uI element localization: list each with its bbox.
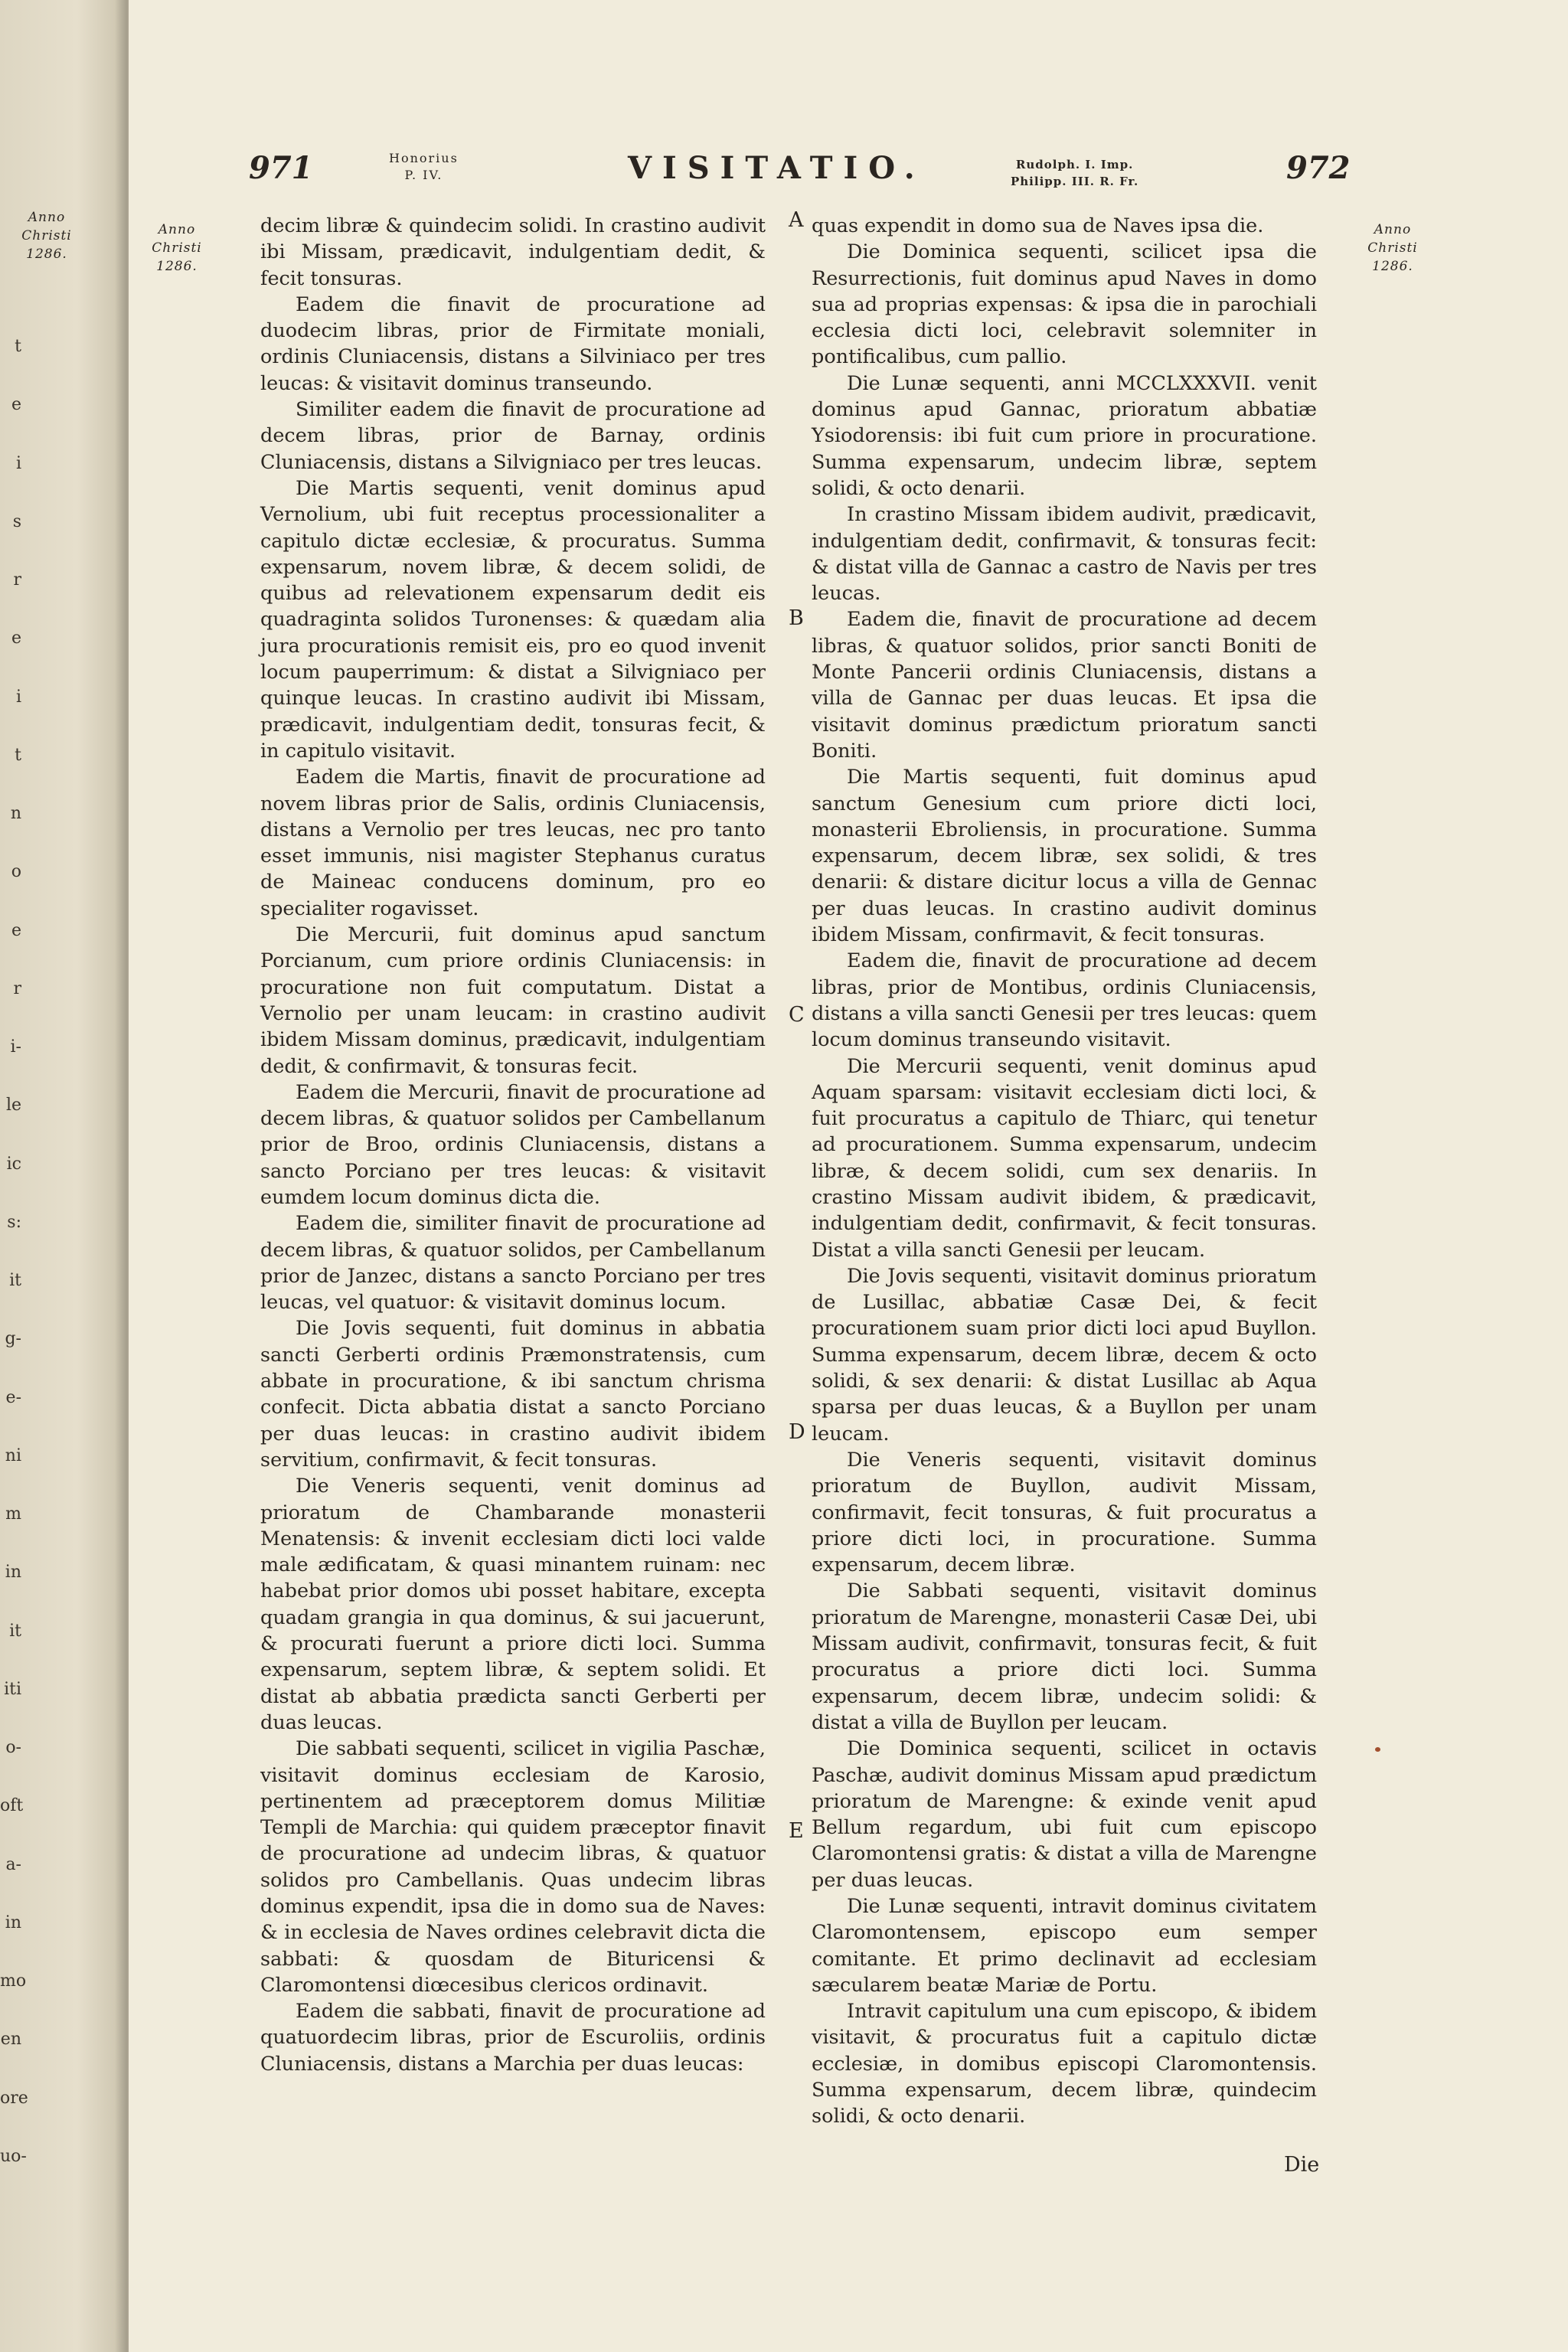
paragraph: Die Lunæ sequenti, anni MCCLXXXVII. venit dominus apud Gannac, prioratum abbatiæ Ysiodorensis: ibi fuit cum priore in procuratione. Summa expensarum, undecim libræ, septem solidi, & octo denarii. — [812, 371, 1317, 500]
catchword: Die — [1284, 2153, 1320, 2177]
paragraph: decim libræ & quindecim solidi. In crastino audivit ibi Missam, prædicavit, indulgentiam dedit, & fecit tonsuras. — [260, 214, 766, 290]
margin-note-line: Christi — [21, 228, 72, 243]
edge-fragment: mo — [0, 1971, 27, 1991]
edge-fragment: le — [5, 1096, 21, 1116]
paragraph: Die Dominica sequenti, scilicet ipsa die Resurrectionis, fuit dominus apud Naves in domo sua ad proprias expensas: & ipsa die in parochiali ecclesia dicti loci, celebravit solemniter in pontificalibus, cum pallio. — [812, 240, 1317, 369]
margin-note-line: Christi — [1367, 240, 1418, 256]
margin-note-line: 1286. — [156, 259, 198, 274]
paragraph: Die Sabbati sequenti, visitavit dominus prioratum de Marengne, monasterii Casæ Dei, ubi Missam audivit, confirmavit, tonsuras fecit, & fuit procuratus a priore dicti loci. Summa expensarum, decem libræ, undecim solidi: & distat a villa de Buyllon per leucam. — [812, 1579, 1317, 1734]
edge-fragment: en — [0, 2030, 21, 2050]
edge-fragment: in — [5, 1913, 21, 1932]
paragraph: Eadem die, similiter finavit de procuratione ad decem libras, & quatuor solidos, per Cambellanum prior de Janzec, distans a sancto Porciano per tres leucas, vel quatuor: & visitavit dominus locum. — [260, 1212, 766, 1315]
edge-fragment: t — [15, 337, 21, 356]
edge-fragment: i — [15, 453, 21, 473]
edge-fragment: r — [13, 978, 21, 998]
edge-fragment: s: — [7, 1212, 21, 1232]
edge-fragment: a- — [5, 1854, 21, 1874]
margin-note-line: 1286. — [1372, 259, 1413, 274]
text-column-left — [260, 213, 766, 2077]
margin-note-line: 1286. — [26, 247, 67, 262]
paragraph: Eadem die sabbati, finavit de procuratione ad quatuordecim libras, prior de Escuroliis, ordinis Cluniacensis, distans a Marchia per duas leucas: — [260, 2000, 766, 2076]
paragraph: Die Veneris sequenti, visitavit dominus prioratum de Buyllon, audivit Missam, confirmavit, fecit tonsuras, & fuit procuratus a priore dicti loci, in procuratione. Summa expensarum, decem libræ. — [812, 1448, 1317, 1577]
edge-fragment: i — [15, 687, 21, 707]
edge-fragment: r — [13, 570, 21, 590]
page-number-right: 972 — [1286, 150, 1351, 186]
edge-fragment: ore — [0, 2088, 28, 2108]
section-letter-a: A — [789, 208, 804, 232]
edge-fragment: m — [5, 1504, 21, 1524]
margin-note-left — [135, 220, 219, 276]
section-letter-d: D — [789, 1420, 805, 1444]
edge-fragment: e — [11, 395, 21, 415]
edge-fragment: oft — [0, 1796, 24, 1816]
paragraph: Die Martis sequenti, venit dominus apud Vernolium, ubi fuit receptus processionaliter a capitulo dictæ ecclesiæ, & procuratus. Summa expensarum, novem libræ, & decem solidi, de quibus ad relevationem expensarum dedit eis quadraginta solidos Turonenses: & quædam alia jura procurationis remisit eis, pro eo quod invenit locum pauperrimum: & distat a Silvigniaco per quinque leucas. In crastino audivit ibi Missam, prædicavit, indulgentiam dedit, tonsuras fecit, & in capitulo visitavit. — [260, 476, 766, 763]
paragraph: Die Mercurii, fuit dominus apud sanctum Porcianum, cum priore ordinis Cluniacensis: in procuratione non fuit computatum. Distat a Vernolio per unam leucam: in crastino audivit ibidem Missam dominus, prædicavit, indulgentiam dedit, & confirmavit, & tonsuras fecit. — [260, 923, 766, 1078]
edge-fragment: in — [5, 1563, 21, 1583]
paragraph: Eadem die finavit de procuratione ad duodecim libras, prior de Firmitate moniali, ordinis Cluniacensis, distans a Silviniaco per tres leucas: & visitavit dominus transeundo. — [260, 292, 766, 395]
edge-fragment: ni — [5, 1446, 21, 1465]
edge-fragment: e — [11, 629, 21, 648]
page-number-left: 971 — [249, 150, 313, 186]
paragraph: Eadem die Martis, finavit de procuratione ad novem libras prior de Salis, ordinis Cluniacensis, distans a Vernolio per tres leucas, nec pro tanto esset immunis, nisi magister Stephanus curatus de Maineac conducens dominum, pro eo specialiter rogavisset. — [260, 766, 766, 920]
margin-note-right — [1351, 220, 1435, 276]
paragraph: Intravit capitulum una cum episcopo, & ibidem visitavit, & procuratus fuit a capitulo dictæ ecclesiæ, in domibus episcopi Claromontensis. Summa expensarum, decem libræ, quindecim solidi, & octo denarii. — [812, 2000, 1317, 2128]
edge-fragment: ic — [6, 1154, 21, 1174]
paragraph: Die Jovis sequenti, visitavit dominus prioratum de Lusillac, abbatiæ Casæ Dei, & fecit procurationem suam prior dicti loci apud Buyllon. Summa expensarum, decem libræ, decem & octo solidi, & sex denarii: & distat Lusillac ab Aqua sparsa per duas leucas, & a Buyllon per unam leucam. — [812, 1264, 1317, 1446]
running-head-left — [389, 150, 459, 184]
paragraph: Die Dominica sequenti, scilicet in octavis Paschæ, audivit dominus Missam apud prædictum prioratum de Marengne: & exinde venit apud Bellum regardum, ubi fuit cum episcopo Claromontensi gratis: & distat a villa de Marengne per duas leucas. — [812, 1737, 1317, 1892]
paper-stain — [1375, 1747, 1380, 1752]
paragraph: In crastino Missam ibidem audivit, prædicavit, indulgentiam dedit, confirmavit, & tonsuras fecit: & distat villa de Gannac a castro de Navis per tres leucas. — [812, 503, 1317, 606]
edge-fragment: t — [15, 745, 21, 765]
paragraph: Die Mercurii sequenti, venit dominus apud Aquam sparsam: visitavit ecclesiam dicti loci, & fuit procuratus a capitulo de Thiarc, qui tenetur ad procurationem. Summa expensarum, undecim libræ, & decem solidi, cum sex denariis. In crastino Missam audivit ibidem, & prædicavit, indulgentiam dedit, confirmavit, & fecit tonsuras. Distat a villa sancti Genesii per leucam. — [812, 1054, 1317, 1262]
paragraph: Die Veneris sequenti, venit dominus ad prioratum de Chambarande monasterii Menatensis: & invenit ecclesiam dicti loci valde male ædificatam, & quasi minantem ruinam: nec habebat prior domos ubi posset habitare, excepta quadam grangia in qua dominus, & sui jacuerunt, & procurati fuerunt a priore dicti loci. Summa expensarum, septem libræ, & septem solidi. Et distat ab abbatia prædicta sancti Gerberti per duas leucas. — [260, 1475, 766, 1734]
text-column-right — [812, 213, 1317, 2130]
edge-fragment: iti — [4, 1679, 21, 1699]
paragraph: Die Jovis sequenti, fuit dominus in abbatia sancti Gerberti ordinis Præmonstratensis, cum abbate in procuratione, & ibi sanctum chrisma confecit. Dicta abbatia distat a sancto Porciano per duas leucas: in crastino audivit ibidem servitium, confirmavit, & fecit tonsuras. — [260, 1317, 766, 1472]
paragraph: Eadem die, finavit de procuratione ad decem libras, & quatuor solidos, prior sancti Boniti de Monte Pancerii ordinis Cluniacensis, distans a villa de Gannac per duas leucas. Et ipsa die visitavit dominus prædictum prioratum sancti Boniti. — [812, 608, 1317, 763]
margin-note-line: Anno — [28, 210, 66, 225]
edge-fragment: it — [9, 1271, 21, 1290]
running-head-right-line1: Rudolph. I. Imp. — [1015, 158, 1134, 172]
edge-fragment: e- — [5, 1387, 21, 1407]
edge-fragment: it — [9, 1621, 21, 1641]
page-title: VISITATIO. — [628, 150, 926, 186]
margin-note-line: Christi — [152, 240, 202, 256]
paragraph: Die Martis sequenti, fuit dominus apud sanctum Genesium cum priore dicti loci, monasterii Ebroliensis, in procuratione. Summa expensarum, decem libræ, sex solidi, & tres denarii: & distare dicitur locus a villa de Gennac per duas leucas. In crastino audivit dominus ibidem Missam, confirmavit, & fecit tonsuras. — [812, 766, 1317, 947]
margin-note-line: Anno — [158, 222, 196, 237]
running-head-right-line2: Philipp. III. R. Fr. — [1011, 175, 1139, 188]
edge-fragment: s — [12, 511, 21, 531]
edge-fragment: e — [11, 920, 21, 940]
edge-fragment: o — [11, 862, 21, 882]
paragraph: Eadem die Mercurii, finavit de procuratione ad decem libras, & quatuor solidos per Cambellanum prior de Broo, ordinis Cluniacensis, distans a sancto Porciano per tres leucas: & visitavit eumdem locum dominus dicta die. — [260, 1080, 766, 1209]
running-head-left-line2: P. IV. — [404, 168, 443, 182]
paragraph: Die sabbati sequenti, scilicet in vigilia Paschæ, visitavit dominus ecclesiam de Karosio, pertinentem ad præceptorem domus Militiæ Templi de Marchia: qui quidem præceptor finavit de procuratione ad undecim libras, & quatuor solidos pro Cambellanis. Quas undecim libras dominus expendit, ipsa die in domo sua de Naves: & in ecclesia de Naves ordines celebravit dicta die sabbati: & quosdam de Bituricensi & Claromontensi diœcesibus clericos ordinavit. — [260, 1737, 766, 1997]
running-head-right — [1011, 156, 1138, 190]
edge-fragment: g- — [5, 1329, 21, 1349]
paragraph: quas expendit in domo sua de Naves ipsa die. — [812, 214, 1264, 237]
edge-fragment: n — [10, 804, 21, 823]
paragraph: Die Lunæ sequenti, intravit dominus civitatem Claromontensem, episcopo eum semper comitante. Et primo declinavit ad ecclesiam sæcularem beatæ Mariæ de Portu. — [812, 1895, 1317, 1997]
section-letter-c: C — [789, 1003, 805, 1027]
edge-fragment: o- — [5, 1738, 21, 1757]
paragraph: Eadem die, finavit de procuratione ad decem libras, prior de Montibus, ordinis Cluniacensis, distans a villa sancti Genesii per tres leucas: quem locum dominus transeundo visitavit. — [812, 949, 1317, 1052]
running-head-left-line1: Honorius — [389, 151, 459, 165]
edge-fragment: i- — [10, 1037, 21, 1057]
margin-note-line: Anno — [1374, 222, 1412, 237]
margin-note-far-left — [5, 208, 89, 263]
edge-fragment: uo- — [0, 2146, 27, 2166]
section-letter-e: E — [789, 1819, 804, 1843]
section-letter-b: B — [789, 606, 804, 630]
paragraph: Similiter eadem die finavit de procuratione ad decem libras, prior de Barnay, ordinis Cluniacensis, distans a Silvigniaco per tres leucas. — [260, 398, 766, 474]
